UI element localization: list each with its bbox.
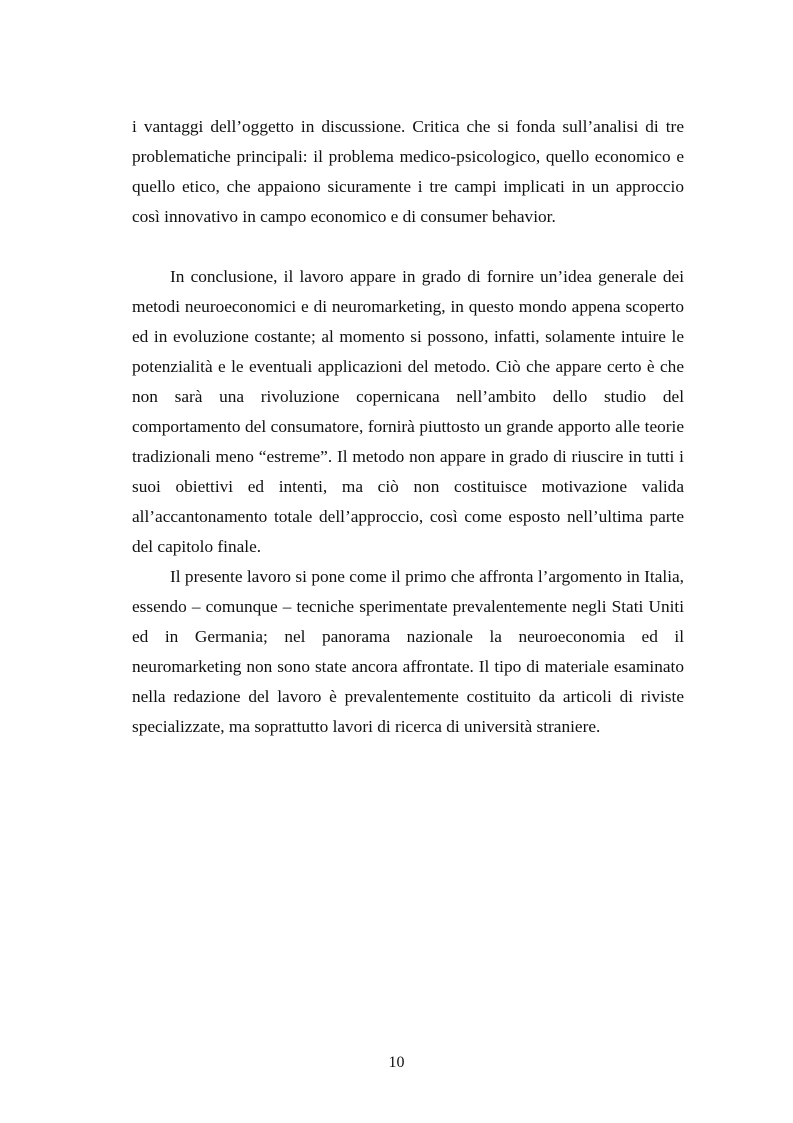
paragraph-conclusion: In conclusione, il lavoro appare in grado di fornire un’idea generale dei metodi neuroeconomici e di neuromarketing, in questo mondo appena scoperto ed in evoluzione costante; al momento si possono, infatti, solamente intuire le potenzialità e le eventuali applicazioni del metodo. Ciò che appare certo è che non sarà una rivoluzione copernicana nell’ambito dello studio del comportamento del consumatore, fornirà piuttosto un grande apporto alle teorie tradizionali meno “estreme”. Il metodo non appare in grado di riuscire in tutti i suoi obiettivi ed intenti, ma ciò non costituisce motivazione valida all’accantonamento totale dell’approccio, così come esposto nell’ultima parte del capitolo finale.	[132, 267, 684, 556]
page-body	[132, 112, 684, 742]
paragraph-present-work: Il presente lavoro si pone come il primo che affronta l’argomento in Italia, essendo – comunque – tecniche sperimentate prevalentemente negli Stati Uniti ed in Germania; nel panorama nazionale la neuroeconomia ed il neuromarketing non sono state ancora affrontate. Il tipo di materiale esaminato nella redazione del lavoro è prevalentemente costituito da articoli di riviste specializzate, ma soprattutto lavori di ricerca di università straniere.	[132, 567, 684, 736]
page-number: 10	[388, 1054, 405, 1071]
paragraph-continuation: i vantaggi dell’oggetto in discussione. Critica che si fonda sull’analisi di tre problematiche principali: il problema medico-psicologico, quello economico e quello etico, che appaiono sicuramente i tre campi implicati in un approccio così innovativo in campo economico e di consumer behavior.	[132, 117, 684, 226]
